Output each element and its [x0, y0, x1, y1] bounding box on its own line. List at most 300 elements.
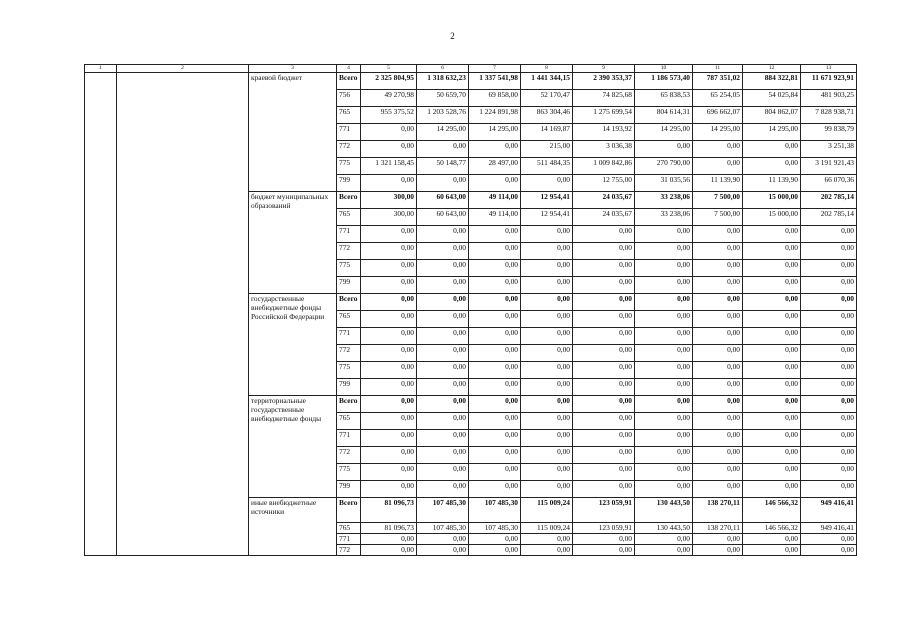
amount-cell: 0,00 [801, 464, 857, 481]
amount-cell: 0,00 [693, 464, 743, 481]
amount-cell: 14 295,00 [743, 124, 801, 141]
amount-cell: 0,00 [693, 226, 743, 243]
amount-cell: 0,00 [635, 277, 693, 294]
budget-code: 772 [337, 447, 361, 464]
amount-cell: 14 295,00 [693, 124, 743, 141]
amount-cell: 0,00 [361, 277, 417, 294]
amount-cell: 0,00 [635, 413, 693, 430]
amount-cell: 0,00 [361, 430, 417, 447]
amount-cell: 1 186 573,40 [635, 73, 693, 90]
amount-cell: 54 025,84 [743, 90, 801, 107]
budget-code: 765 [337, 311, 361, 328]
amount-cell: 1 321 158,45 [361, 158, 417, 175]
funding-source-label: государственные внебюджетные фонды Российской Федерации [249, 294, 337, 396]
amount-cell: 0,00 [693, 294, 743, 311]
amount-cell: 0,00 [417, 362, 469, 379]
table-body [85, 65, 857, 556]
amount-cell: 0,00 [693, 311, 743, 328]
amount-cell: 3 191 921,43 [801, 158, 857, 175]
amount-cell: 0,00 [693, 545, 743, 556]
amount-cell: 0,00 [743, 534, 801, 545]
budget-code: 799 [337, 379, 361, 396]
budget-code: 756 [337, 90, 361, 107]
amount-cell: 0,00 [743, 362, 801, 379]
amount-cell: 0,00 [693, 481, 743, 498]
amount-cell: 0,00 [521, 545, 573, 556]
amount-cell: 50 659,70 [417, 90, 469, 107]
amount-cell: 0,00 [573, 277, 635, 294]
column-number: 8 [521, 65, 573, 73]
budget-code: 775 [337, 464, 361, 481]
amount-cell: 107 485,30 [417, 498, 469, 523]
amount-cell: 0,00 [743, 545, 801, 556]
amount-cell: 0,00 [469, 545, 521, 556]
amount-cell: 0,00 [573, 362, 635, 379]
amount-cell: 0,00 [801, 447, 857, 464]
amount-cell: 2 390 353,37 [573, 73, 635, 90]
amount-cell: 11 139,90 [743, 175, 801, 192]
amount-cell: 0,00 [469, 481, 521, 498]
amount-cell: 804 862,07 [743, 107, 801, 124]
amount-cell: 0,00 [361, 464, 417, 481]
amount-cell: 0,00 [635, 328, 693, 345]
amount-cell: 0,00 [743, 481, 801, 498]
amount-cell: 0,00 [417, 430, 469, 447]
funding-source-label: иные внебюджетные источники [249, 498, 337, 556]
column-number: 9 [573, 65, 635, 73]
amount-cell: 1 441 344,15 [521, 73, 573, 90]
amount-cell: 0,00 [635, 379, 693, 396]
column-number: 1 [85, 65, 117, 73]
amount-cell: 33 238,06 [635, 209, 693, 226]
amount-cell: 0,00 [469, 141, 521, 158]
amount-cell: 0,00 [635, 226, 693, 243]
amount-cell: 0,00 [361, 362, 417, 379]
amount-cell: 0,00 [417, 379, 469, 396]
budget-code: 775 [337, 158, 361, 175]
amount-cell: 0,00 [521, 277, 573, 294]
amount-cell: 804 614,31 [635, 107, 693, 124]
amount-cell: 0,00 [573, 534, 635, 545]
column-number: 11 [693, 65, 743, 73]
amount-cell: 0,00 [801, 481, 857, 498]
amount-cell: 0,00 [469, 277, 521, 294]
amount-cell: 0,00 [693, 430, 743, 447]
column-number: 2 [117, 65, 249, 73]
amount-cell: 884 322,81 [743, 73, 801, 90]
amount-cell: 0,00 [573, 260, 635, 277]
amount-cell: 949 416,41 [801, 498, 857, 523]
amount-cell: 0,00 [635, 141, 693, 158]
amount-cell: 0,00 [417, 345, 469, 362]
amount-cell: 0,00 [801, 534, 857, 545]
amount-cell: 107 485,30 [469, 523, 521, 534]
amount-cell: 0,00 [361, 545, 417, 556]
amount-cell: 0,00 [521, 534, 573, 545]
amount-cell: 0,00 [743, 447, 801, 464]
amount-cell: 1 337 541,98 [469, 73, 521, 90]
amount-cell: 0,00 [521, 226, 573, 243]
amount-cell: 7 828 938,71 [801, 107, 857, 124]
amount-cell: 130 443,50 [635, 498, 693, 523]
amount-cell: 0,00 [521, 328, 573, 345]
page-number: 2 [450, 31, 455, 41]
amount-cell: 0,00 [801, 277, 857, 294]
amount-cell: 0,00 [521, 447, 573, 464]
amount-cell: 0,00 [635, 345, 693, 362]
column-number-row [85, 65, 857, 73]
amount-cell: 1 224 891,98 [469, 107, 521, 124]
amount-cell: 0,00 [361, 447, 417, 464]
budget-code: 775 [337, 260, 361, 277]
column-2-cell [117, 73, 249, 556]
amount-cell: 0,00 [573, 464, 635, 481]
budget-code: Всего [337, 396, 361, 413]
amount-cell: 0,00 [417, 534, 469, 545]
amount-cell: 0,00 [521, 379, 573, 396]
amount-cell: 0,00 [693, 447, 743, 464]
amount-cell: 0,00 [801, 260, 857, 277]
amount-cell: 0,00 [521, 311, 573, 328]
amount-cell: 0,00 [521, 481, 573, 498]
amount-cell: 0,00 [417, 294, 469, 311]
amount-cell: 0,00 [743, 141, 801, 158]
amount-cell: 202 785,14 [801, 209, 857, 226]
amount-cell: 0,00 [417, 277, 469, 294]
amount-cell: 0,00 [743, 158, 801, 175]
amount-cell: 0,00 [469, 328, 521, 345]
amount-cell: 0,00 [521, 413, 573, 430]
amount-cell: 0,00 [743, 277, 801, 294]
amount-cell: 0,00 [801, 413, 857, 430]
budget-code: 772 [337, 545, 361, 556]
amount-cell: 0,00 [573, 311, 635, 328]
funding-source-label: территориальные государственные внебюджетные фонды [249, 396, 337, 498]
amount-cell: 115 009,24 [521, 523, 573, 534]
amount-cell: 0,00 [417, 141, 469, 158]
amount-cell: 24 035,67 [573, 209, 635, 226]
amount-cell: 0,00 [469, 260, 521, 277]
amount-cell: 1 275 699,54 [573, 107, 635, 124]
amount-cell: 0,00 [743, 328, 801, 345]
amount-cell: 0,00 [521, 362, 573, 379]
column-number: 3 [249, 65, 337, 73]
amount-cell: 0,00 [801, 545, 857, 556]
amount-cell: 3 036,38 [573, 141, 635, 158]
amount-cell: 949 416,41 [801, 523, 857, 534]
amount-cell: 0,00 [693, 534, 743, 545]
amount-cell: 787 351,02 [693, 73, 743, 90]
amount-cell: 0,00 [361, 124, 417, 141]
amount-cell: 0,00 [693, 141, 743, 158]
amount-cell: 0,00 [361, 294, 417, 311]
amount-cell: 0,00 [573, 294, 635, 311]
amount-cell: 0,00 [417, 545, 469, 556]
amount-cell: 0,00 [693, 243, 743, 260]
amount-cell: 0,00 [573, 226, 635, 243]
amount-cell: 300,00 [361, 209, 417, 226]
amount-cell: 0,00 [417, 464, 469, 481]
amount-cell: 49 114,00 [469, 209, 521, 226]
amount-cell: 0,00 [361, 396, 417, 413]
amount-cell: 74 825,68 [573, 90, 635, 107]
column-number: 13 [801, 65, 857, 73]
amount-cell: 0,00 [801, 311, 857, 328]
amount-cell: 0,00 [361, 413, 417, 430]
budget-code: 799 [337, 481, 361, 498]
amount-cell: 33 238,06 [635, 192, 693, 209]
amount-cell: 123 059,91 [573, 523, 635, 534]
amount-cell: 0,00 [635, 311, 693, 328]
amount-cell: 0,00 [361, 243, 417, 260]
budget-code: 799 [337, 175, 361, 192]
amount-cell: 12 954,41 [521, 209, 573, 226]
amount-cell: 0,00 [361, 345, 417, 362]
amount-cell: 0,00 [521, 260, 573, 277]
amount-cell: 0,00 [693, 158, 743, 175]
amount-cell: 0,00 [743, 345, 801, 362]
amount-cell: 60 643,00 [417, 192, 469, 209]
budget-code: 771 [337, 226, 361, 243]
amount-cell: 0,00 [417, 328, 469, 345]
amount-cell: 0,00 [801, 430, 857, 447]
amount-cell: 15 000,00 [743, 209, 801, 226]
amount-cell: 0,00 [469, 534, 521, 545]
column-number: 5 [361, 65, 417, 73]
budget-code: 765 [337, 107, 361, 124]
budget-code: 772 [337, 141, 361, 158]
amount-cell: 0,00 [573, 413, 635, 430]
amount-cell: 0,00 [469, 243, 521, 260]
amount-cell: 2 325 804,95 [361, 73, 417, 90]
amount-cell: 138 270,11 [693, 523, 743, 534]
amount-cell: 49 114,00 [469, 192, 521, 209]
amount-cell: 0,00 [521, 396, 573, 413]
amount-cell: 69 858,00 [469, 90, 521, 107]
amount-cell: 0,00 [743, 379, 801, 396]
amount-cell: 0,00 [573, 447, 635, 464]
amount-cell: 955 375,52 [361, 107, 417, 124]
amount-cell: 65 254,05 [693, 90, 743, 107]
amount-cell: 0,00 [573, 328, 635, 345]
budget-code: 771 [337, 328, 361, 345]
column-number: 7 [469, 65, 521, 73]
amount-cell: 107 485,30 [417, 523, 469, 534]
amount-cell: 130 443,50 [635, 523, 693, 534]
amount-cell: 0,00 [635, 447, 693, 464]
budget-code: Всего [337, 294, 361, 311]
amount-cell: 0,00 [801, 362, 857, 379]
budget-code: Всего [337, 192, 361, 209]
amount-cell: 0,00 [573, 243, 635, 260]
amount-cell: 0,00 [521, 175, 573, 192]
amount-cell: 0,00 [743, 464, 801, 481]
amount-cell: 0,00 [801, 226, 857, 243]
amount-cell: 7 500,00 [693, 192, 743, 209]
amount-cell: 0,00 [361, 481, 417, 498]
amount-cell: 0,00 [361, 328, 417, 345]
budget-code: 772 [337, 345, 361, 362]
amount-cell: 12 954,41 [521, 192, 573, 209]
amount-cell: 60 643,00 [417, 209, 469, 226]
amount-cell: 0,00 [743, 413, 801, 430]
amount-cell: 0,00 [521, 294, 573, 311]
amount-cell: 65 838,53 [635, 90, 693, 107]
amount-cell: 0,00 [361, 534, 417, 545]
amount-cell: 0,00 [521, 345, 573, 362]
amount-cell: 14 295,00 [469, 124, 521, 141]
amount-cell: 0,00 [469, 464, 521, 481]
column-number: 10 [635, 65, 693, 73]
amount-cell: 0,00 [361, 141, 417, 158]
amount-cell: 3 251,38 [801, 141, 857, 158]
amount-cell: 0,00 [361, 226, 417, 243]
amount-cell: 0,00 [635, 545, 693, 556]
budget-code: 771 [337, 534, 361, 545]
amount-cell: 0,00 [417, 447, 469, 464]
amount-cell: 14 193,92 [573, 124, 635, 141]
amount-cell: 0,00 [573, 379, 635, 396]
amount-cell: 11 671 923,91 [801, 73, 857, 90]
budget-code: 771 [337, 124, 361, 141]
amount-cell: 99 838,79 [801, 124, 857, 141]
amount-cell: 0,00 [693, 328, 743, 345]
amount-cell: 1 009 842,86 [573, 158, 635, 175]
amount-cell: 28 497,00 [469, 158, 521, 175]
column-1-cell [85, 73, 117, 556]
amount-cell: 0,00 [573, 345, 635, 362]
amount-cell: 0,00 [635, 260, 693, 277]
amount-cell: 0,00 [635, 294, 693, 311]
amount-cell: 0,00 [573, 545, 635, 556]
amount-cell: 270 790,00 [635, 158, 693, 175]
amount-cell: 0,00 [743, 226, 801, 243]
amount-cell: 0,00 [635, 430, 693, 447]
amount-cell: 0,00 [521, 243, 573, 260]
amount-cell: 0,00 [469, 447, 521, 464]
amount-cell: 107 485,30 [469, 498, 521, 523]
amount-cell: 14 295,00 [635, 124, 693, 141]
amount-cell: 511 484,35 [521, 158, 573, 175]
budget-code: 799 [337, 277, 361, 294]
amount-cell: 0,00 [743, 311, 801, 328]
amount-cell: 0,00 [635, 362, 693, 379]
amount-cell: 0,00 [469, 345, 521, 362]
amount-cell: 0,00 [635, 481, 693, 498]
amount-cell: 138 270,11 [693, 498, 743, 523]
amount-cell: 0,00 [417, 311, 469, 328]
budget-code: 772 [337, 243, 361, 260]
table-row [85, 73, 857, 90]
amount-cell: 0,00 [743, 430, 801, 447]
amount-cell: 0,00 [417, 413, 469, 430]
amount-cell: 215,00 [521, 141, 573, 158]
amount-cell: 0,00 [361, 379, 417, 396]
amount-cell: 146 566,32 [743, 523, 801, 534]
amount-cell: 0,00 [743, 396, 801, 413]
amount-cell: 14 295,00 [417, 124, 469, 141]
amount-cell: 0,00 [573, 430, 635, 447]
amount-cell: 0,00 [521, 430, 573, 447]
amount-cell: 0,00 [743, 243, 801, 260]
amount-cell: 0,00 [521, 464, 573, 481]
amount-cell: 202 785,14 [801, 192, 857, 209]
amount-cell: 1 318 632,23 [417, 73, 469, 90]
column-number: 12 [743, 65, 801, 73]
amount-cell: 696 662,07 [693, 107, 743, 124]
amount-cell: 12 755,00 [573, 175, 635, 192]
amount-cell: 0,00 [801, 379, 857, 396]
amount-cell: 0,00 [469, 362, 521, 379]
amount-cell: 66 070,36 [801, 175, 857, 192]
column-number: 4 [337, 65, 361, 73]
budget-code: 765 [337, 523, 361, 534]
amount-cell: 0,00 [469, 430, 521, 447]
amount-cell: 24 035,67 [573, 192, 635, 209]
amount-cell: 0,00 [635, 396, 693, 413]
amount-cell: 0,00 [635, 243, 693, 260]
amount-cell: 0,00 [417, 226, 469, 243]
amount-cell: 0,00 [417, 243, 469, 260]
amount-cell: 0,00 [417, 175, 469, 192]
amount-cell: 0,00 [361, 311, 417, 328]
amount-cell: 300,00 [361, 192, 417, 209]
amount-cell: 0,00 [801, 294, 857, 311]
amount-cell: 14 169,87 [521, 124, 573, 141]
amount-cell: 0,00 [469, 226, 521, 243]
amount-cell: 863 304,46 [521, 107, 573, 124]
budget-code: 765 [337, 413, 361, 430]
amount-cell: 0,00 [469, 396, 521, 413]
amount-cell: 0,00 [743, 260, 801, 277]
amount-cell: 0,00 [635, 534, 693, 545]
amount-cell: 481 903,25 [801, 90, 857, 107]
funding-source-label: бюджет муниципальных образований [249, 192, 337, 294]
amount-cell: 123 059,91 [573, 498, 635, 523]
amount-cell: 0,00 [693, 260, 743, 277]
amount-cell: 0,00 [469, 413, 521, 430]
amount-cell: 15 000,00 [743, 192, 801, 209]
amount-cell: 50 148,77 [417, 158, 469, 175]
amount-cell: 0,00 [469, 175, 521, 192]
amount-cell: 0,00 [801, 243, 857, 260]
amount-cell: 31 035,56 [635, 175, 693, 192]
amount-cell: 115 009,24 [521, 498, 573, 523]
amount-cell: 0,00 [417, 481, 469, 498]
amount-cell: 11 139,90 [693, 175, 743, 192]
amount-cell: 0,00 [417, 396, 469, 413]
budget-table [84, 64, 857, 556]
amount-cell: 1 203 528,76 [417, 107, 469, 124]
budget-code: Всего [337, 498, 361, 523]
amount-cell: 81 096,73 [361, 523, 417, 534]
budget-code: 771 [337, 430, 361, 447]
amount-cell: 0,00 [801, 328, 857, 345]
amount-cell: 0,00 [635, 464, 693, 481]
amount-cell: 0,00 [693, 396, 743, 413]
budget-code: Всего [337, 73, 361, 90]
amount-cell: 0,00 [693, 362, 743, 379]
budget-code: 765 [337, 209, 361, 226]
amount-cell: 0,00 [573, 481, 635, 498]
amount-cell: 0,00 [417, 260, 469, 277]
amount-cell: 0,00 [693, 379, 743, 396]
funding-source-label: краевой бюджет [249, 73, 337, 192]
amount-cell: 0,00 [361, 260, 417, 277]
amount-cell: 52 170,47 [521, 90, 573, 107]
amount-cell: 0,00 [693, 413, 743, 430]
column-number: 6 [417, 65, 469, 73]
